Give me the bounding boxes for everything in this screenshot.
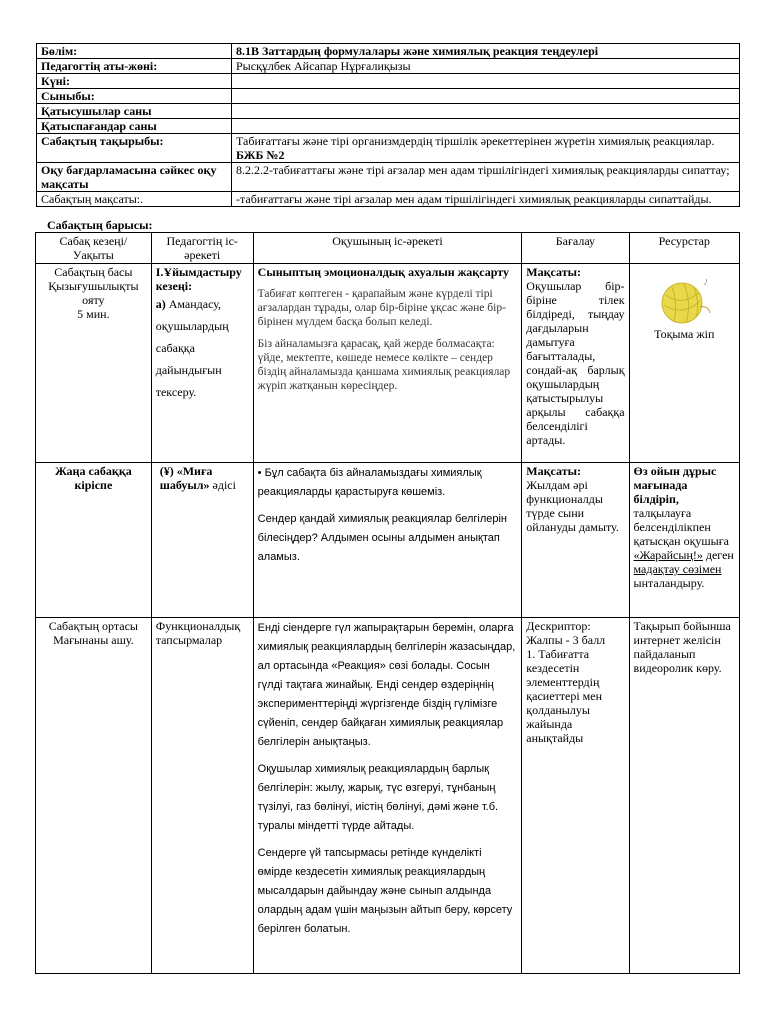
- student-cell: [253, 463, 522, 618]
- table-header-row: [36, 233, 740, 264]
- student-cell: [253, 264, 522, 463]
- student-paragraph: Сендерге үй тапсырмасы ретінде күнделікті өмірде кездесетін химиялық реакциялардың мысалдарын дайындау және сынып алдында олардың адам үшін маңызын айтып беру, көрсету берілген болатын.: [257, 847, 513, 935]
- descriptor-title: Дескриптор:: [526, 619, 591, 633]
- assessment-cell: [522, 463, 629, 618]
- stage-cell: [36, 463, 152, 618]
- stage-cell: [36, 618, 152, 974]
- teacher-text: а) Амандасу, оқушылардың сабаққа дайындығын тексеру.: [155, 297, 229, 399]
- header-label: Бөлім:: [37, 44, 232, 59]
- teacher-method: (¥) «Миға шабуыл» әдісі: [159, 464, 236, 492]
- assessment-cell: [522, 618, 629, 974]
- header-label: Сабақтың мақсаты:.: [37, 192, 232, 207]
- progress-title: Сабақтың барысы:: [47, 218, 153, 232]
- header-row-lesson-objective: [37, 192, 740, 207]
- teacher-title: I.Ұйымдастыру кезеңі:: [155, 265, 242, 293]
- header-row-learning-objective: [37, 163, 740, 192]
- column-header-teacher: Педагогтің іс-әрекеті: [151, 233, 253, 264]
- header-value: [232, 89, 740, 104]
- assessment-text: Жылдам әрі функционалды түрде сыни ойлануды дамыту.: [526, 478, 619, 534]
- table-row: [36, 264, 740, 463]
- header-label: Оқу бағдарламасына сәйкес оқу мақсаты: [37, 163, 232, 192]
- header-row-absent: [37, 119, 740, 134]
- resource-text: Тақырып бойынша интернет желісін пайдаланып видеоролик көру.: [633, 619, 731, 675]
- descriptor-score: Жалпы - 3 балл: [526, 633, 606, 647]
- assessment-text: Оқушылар бір-біріне тілек білдіреді, тыңдау дағдыларын дамытуға бағытталады, сондай-ақ барлық оқушылардың қатыстырылуы арқылы сабаққа белсенділігі артады.: [526, 279, 625, 447]
- descriptor-item: 1. Табиғатта кездесетін элементтердің қасиеттері мен қолданылуы жайында анықтайды: [526, 647, 603, 745]
- header-row-class: [37, 89, 740, 104]
- header-label: Педагогтің аты-жөні:: [37, 59, 232, 74]
- header-value: -табиғаттағы және тірі ағзалар мен адам тіршілігіндегі химиялық реакцияларды сипаттайды.: [232, 192, 740, 207]
- teacher-cell: [151, 618, 253, 974]
- assessment-title: Мақсаты:: [526, 464, 581, 478]
- header-label: Сыныбы:: [37, 89, 232, 104]
- header-value: [232, 134, 740, 163]
- student-title: Сыныптың эмоционалдық ахуалын жақсарту: [257, 265, 509, 279]
- student-paragraph: Оқушылар химиялық реакциялардың барлық белгілерін: жылу, жарық, түс өзгеруі, тұнбаның түзілуі, газ бөлінуі, иістің бөлінуі, дәмі және т.б. туралы міндетті түрде айтады.: [257, 763, 499, 832]
- table-row: [36, 463, 740, 618]
- teacher-text: Функционалдық тапсырмалар: [155, 619, 241, 647]
- lesson-header-table: [36, 43, 740, 207]
- student-paragraph: Біз айналамызға қарасақ, қай жерде болмасақта: үйде, мектепте, көшеде немесе көлікте – сендер біздің айналамызда қаншама химиялық реакциялар жүріп жатқанын көресіңдер.: [257, 338, 511, 392]
- resource-text: Өз ойын дұрыс мағынада білдіріп, талқылауға белсенділікпен қатысқан оқушыға «Жарайсың!» деген мадақтау сөзімен ынталандыру.: [633, 464, 734, 590]
- header-label: Қатыспағандар саны: [37, 119, 232, 134]
- assessment-title: Мақсаты:: [526, 265, 581, 279]
- student-paragraph: • Бұл сабақта біз айналамыздағы химиялық реакцияларды қарастыруға көшеміз.: [257, 467, 482, 498]
- header-value: Рысқұлбек Айсапар Нұрғалиқызы: [232, 59, 740, 74]
- student-paragraph: Сендер қандай химиялық реакциялар белгілерін білесіңдер? Алдымен осыны алдымен анықтап аламыз.: [257, 513, 507, 563]
- header-label: Күні:: [37, 74, 232, 89]
- header-label: Сабақтың тақырыбы:: [37, 134, 232, 163]
- resource-cell: [629, 618, 739, 974]
- resource-cell: [629, 264, 739, 463]
- student-cell: [253, 618, 522, 974]
- resource-cell: [629, 463, 739, 618]
- header-value: [232, 74, 740, 89]
- header-label: Қатысушылар саны: [37, 104, 232, 119]
- header-value: 8.2.2.2-табиғаттағы және тірі ағзалар мен адам тіршілігіндегі химиялық реакцияларды сипаттау;: [232, 163, 740, 192]
- topic-badge: БЖБ №2: [236, 148, 285, 162]
- header-row-present: [37, 104, 740, 119]
- stage-time: 5 мин.: [77, 307, 110, 321]
- teacher-cell: [151, 463, 253, 618]
- header-value: [232, 119, 740, 134]
- stage-label: Сабақтың басы Қызығушылықты ояту: [48, 265, 139, 307]
- column-header-assessment: Бағалау: [522, 233, 629, 264]
- column-header-stage: Сабақ кезеңі/Уақыты: [36, 233, 152, 264]
- assessment-cell: [522, 264, 629, 463]
- header-row-section: [37, 44, 740, 59]
- stage-cell: [36, 264, 152, 463]
- stage-label: Сабақтың ортасы Мағынаны ашу.: [48, 619, 138, 647]
- column-header-resources: Ресурстар: [629, 233, 739, 264]
- header-value: 8.1В Заттардың формулалары және химиялық реакция теңдеулері: [232, 44, 740, 59]
- student-paragraph: Енді сіендерге гүл жапырақтарын беремін, оларға химиялық реакциялардың белгілерін жазасыңдар, ал ортасында «Реакция» сөзі болады. Сосын гүлді тақтаға жинайық. Енді сендер өздеріңнің эксперименттеріңді жүргізгенде біздің гүлімізге сүйеніп, сендер байқаған химиялық реакциялар белгілерін анықтаңыз.: [257, 622, 516, 748]
- topic-text: Табиғаттағы және тірі организмдердің тіршілік әрекеттерінен жүретін химиялық реакциялар.: [236, 134, 715, 148]
- table-row: [36, 618, 740, 974]
- column-header-student: Оқушының іс-әрекеті: [253, 233, 522, 264]
- lesson-progress-table: [35, 232, 740, 974]
- student-paragraph: Табиғат көптеген - қарапайым және күрделі тірі ағзалардан тұрады, олар бір-біріне ұқсас және бір-бірінен мүлдем басқа болып келеді.: [257, 288, 506, 328]
- header-value: [232, 104, 740, 119]
- yarn-ball-icon: [654, 277, 714, 327]
- resource-label: Тоқыма жіп: [654, 327, 715, 341]
- header-row-topic: [37, 134, 740, 163]
- header-row-date: [37, 74, 740, 89]
- stage-label: Жаңа сабаққа кіріспе: [54, 464, 132, 492]
- teacher-cell: [151, 264, 253, 463]
- header-row-teacher: [37, 59, 740, 74]
